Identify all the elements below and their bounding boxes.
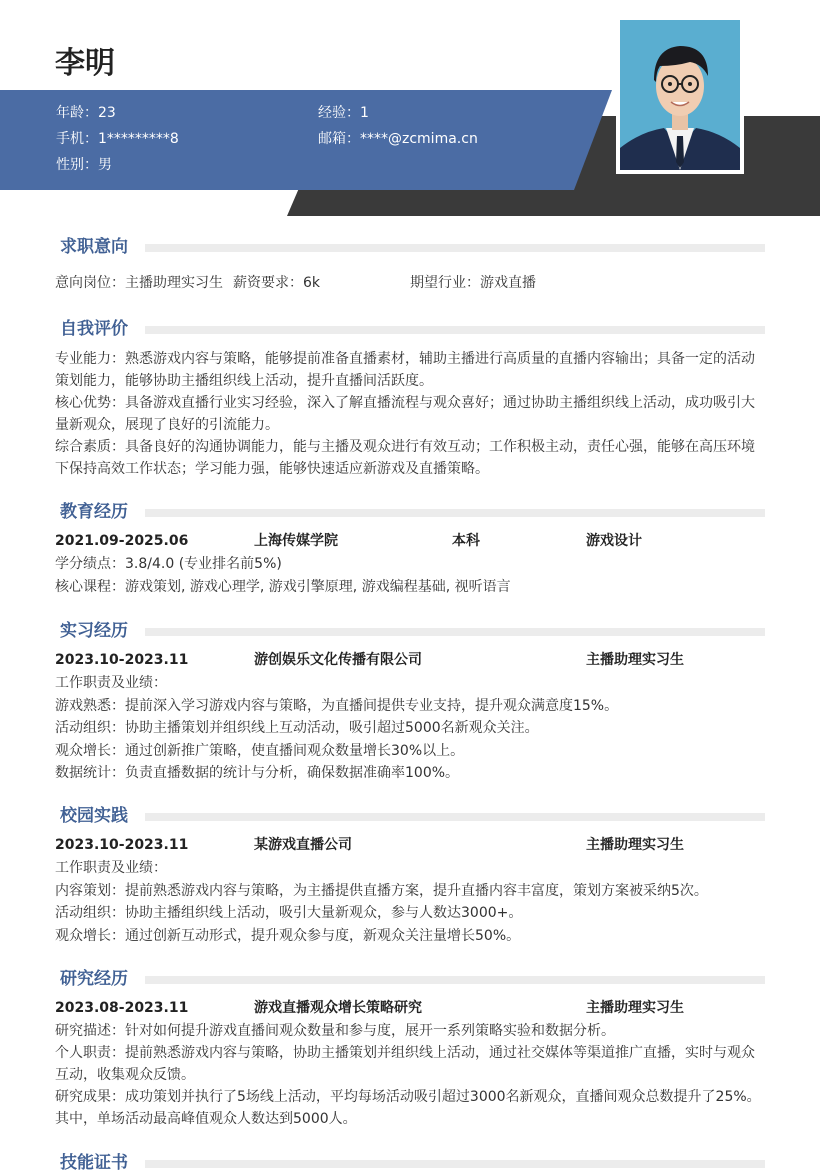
section-education-title: 教育经历	[60, 497, 138, 522]
info-email	[318, 128, 478, 148]
section-self-evaluation	[55, 314, 765, 480]
intent-position-value: 主播助理实习生	[125, 275, 223, 291]
section-research-header	[55, 964, 765, 992]
intent-industry	[410, 272, 536, 295]
section-campus	[55, 801, 765, 947]
education-date: 2021.09-2025.06	[55, 533, 189, 549]
profile-photo	[620, 20, 740, 170]
research-role: 主播助理实习生	[586, 1000, 684, 1016]
section-education-header	[55, 497, 765, 525]
section-education	[55, 497, 765, 598]
info-age-label: 年龄：	[56, 105, 98, 121]
info-phone-label: 手机：	[56, 131, 98, 147]
research-header-row	[55, 997, 765, 1020]
section-self-title: 自我评价	[60, 314, 138, 339]
section-divider	[145, 813, 765, 821]
internship-line: 数据统计：负责直播数据的统计与分析，确保数据准确率100%。	[55, 765, 460, 781]
section-research-title: 研究经历	[60, 964, 138, 989]
section-divider	[145, 509, 765, 517]
section-campus-title: 校园实践	[60, 801, 138, 826]
section-intent-header	[55, 232, 765, 260]
section-campus-header	[55, 801, 765, 829]
info-experience-value: 1	[360, 105, 369, 121]
info-age-value: 23	[98, 105, 116, 121]
intent-salary-value: 6k	[303, 275, 321, 291]
campus-line: 工作职责及业绩：	[55, 860, 167, 876]
info-phone-value: 1*********8	[98, 131, 179, 147]
profile-photo-frame	[616, 16, 744, 174]
internship-line: 工作职责及业绩：	[55, 675, 167, 691]
section-divider	[145, 976, 765, 984]
section-intent-title: 求职意向	[60, 232, 138, 257]
section-skills-header	[55, 1148, 765, 1176]
research-paragraph: 研究成果：成功策划并执行了5场线上活动，平均每场活动吸引超过3000名新观众，直播间观众总数提升了25%。其中，单场活动最高峰值观众人数达到5000人。	[55, 1089, 761, 1127]
intent-row	[55, 272, 765, 295]
research-project: 游戏直播观众增长策略研究	[254, 1000, 422, 1016]
internship-header-row	[55, 649, 765, 672]
info-email-value: ****@zcmima.cn	[360, 131, 478, 147]
education-line: 核心课程：游戏策划, 游戏心理学, 游戏引擎原理, 游戏编程基础, 视听语言	[55, 578, 511, 595]
campus-company: 某游戏直播公司	[254, 837, 352, 853]
info-email-label: 邮箱：	[318, 131, 360, 147]
intent-salary-label: 薪资要求：	[233, 275, 303, 291]
self-paragraph: 专业能力：熟悉游戏内容与策略，能够提前准备直播素材，辅助主播进行高质量的直播内容输出；具备一定的活动策划能力，能够协助主播组织线上活动，提升直播间活跃度。	[55, 351, 755, 389]
internship-line: 活动组织：协助主播策划并组织线上互动活动，吸引超过5000名新观众关注。	[55, 720, 539, 736]
section-internship-title: 实习经历	[60, 616, 138, 641]
info-age	[56, 102, 116, 122]
research-paragraph: 个人职责：提前熟悉游戏内容与策略，协助主播策划并组织线上活动，通过社交媒体等渠道推广直播，实时与观众互动，收集观众反馈。	[55, 1045, 755, 1083]
intent-industry-value: 游戏直播	[480, 275, 536, 291]
self-paragraph: 核心优势：具备游戏直播行业实习经验，深入了解直播流程与观众喜好；通过协助主播组织线上活动，成功吸引大量新观众，展现了良好的引流能力。	[55, 395, 755, 433]
campus-header-row	[55, 834, 765, 857]
internship-role: 主播助理实习生	[586, 652, 684, 668]
intent-industry-label: 期望行业：	[410, 275, 480, 291]
education-school: 上海传媒学院	[254, 533, 338, 549]
campus-role: 主播助理实习生	[586, 837, 684, 853]
internship-date: 2023.10-2023.11	[55, 652, 189, 668]
research-date: 2023.08-2023.11	[55, 1000, 189, 1016]
section-internship	[55, 616, 765, 785]
campus-date: 2023.10-2023.11	[55, 837, 189, 853]
internship-company: 游创娱乐文化传播有限公司	[254, 652, 422, 668]
intent-position-label: 意向岗位：	[55, 275, 125, 291]
info-experience-label: 经验：	[318, 105, 360, 121]
info-phone	[56, 128, 179, 148]
campus-line: 内容策划：提前熟悉游戏内容与策略，为主播提供直播方案，提升直播内容丰富度，策划方案被采纳5次。	[55, 882, 708, 899]
internship-line: 游戏熟悉：提前深入学习游戏内容与策略，为直播间提供专业支持，提升观众满意度15%。	[55, 697, 619, 714]
info-gender-value: 男	[98, 157, 112, 173]
education-degree: 本科	[452, 533, 480, 549]
section-intent	[55, 232, 765, 295]
section-self-header	[55, 314, 765, 342]
section-divider	[145, 244, 765, 252]
intent-position	[55, 272, 223, 295]
section-internship-header	[55, 616, 765, 644]
education-line: 学分绩点：3.8/4.0 (专业排名前5%)	[55, 556, 282, 572]
campus-line: 活动组织：协助主播组织线上活动，吸引大量新观众，参与人数达3000+。	[55, 905, 523, 921]
info-gender	[56, 154, 112, 174]
candidate-name: 李明	[55, 46, 115, 81]
info-gender-label: 性别：	[56, 157, 98, 173]
section-research	[55, 964, 765, 1130]
section-skills-title: 技能证书	[60, 1148, 138, 1173]
education-major: 游戏设计	[586, 533, 642, 549]
research-paragraph: 研究描述：针对如何提升游戏直播间观众数量和参与度，展开一系列策略实验和数据分析。	[55, 1023, 615, 1039]
info-experience	[318, 102, 369, 122]
section-skills	[55, 1148, 765, 1176]
section-divider	[145, 628, 765, 636]
section-divider	[145, 326, 765, 334]
internship-line: 观众增长：通过创新推广策略，使直播间观众数量增长30%以上。	[55, 742, 465, 759]
self-paragraph: 综合素质：具备良好的沟通协调能力，能与主播及观众进行有效互动；工作积极主动，责任心强，能够在高压环境下保持高效工作状态；学习能力强，能够快速适应新游戏及直播策略。	[55, 439, 755, 477]
intent-salary	[233, 272, 320, 295]
education-header-row	[55, 530, 765, 553]
section-divider	[145, 1160, 765, 1168]
campus-line: 观众增长：通过创新互动形式，提升观众参与度，新观众关注量增长50%。	[55, 927, 521, 944]
